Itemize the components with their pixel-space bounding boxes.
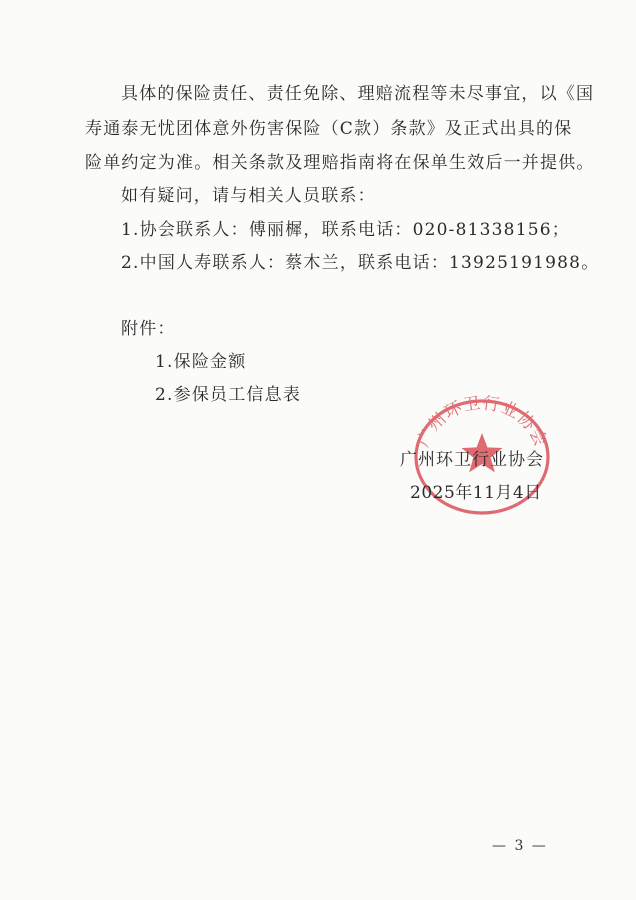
contact-association: 1.协会联系人：傅丽樨，联系电话：020-81338156； xyxy=(121,220,570,240)
attachment-item-1: 1.保险金额 xyxy=(155,352,247,372)
page-number: — 3 — xyxy=(492,838,548,854)
paragraph-line-3: 险单约定为准。相关条款及理赔指南将在保单生效后一并提供。 xyxy=(85,153,595,173)
paragraph-line-1: 具体的保险责任、责任免除、理赔流程等未尽事宜，以《国 xyxy=(121,84,595,104)
attachment-item-2: 2.参保员工信息表 xyxy=(155,385,302,405)
signature-organization: 广州环卫行业协会 xyxy=(400,450,544,470)
paragraph-line-2: 寿通泰无忧团体意外伤害保险（C款）条款》及正式出具的保 xyxy=(85,119,573,139)
attachments-heading: 附件： xyxy=(121,319,176,339)
contact-intro: 如有疑问，请与相关人员联系： xyxy=(121,186,376,206)
contact-china-life: 2.中国人寿联系人：蔡木兰，联系电话：13925191988。 xyxy=(121,253,600,273)
signature-date: 2025年11月4日 xyxy=(410,483,542,503)
seal-text: 广州环卫行业协会 xyxy=(413,393,551,451)
